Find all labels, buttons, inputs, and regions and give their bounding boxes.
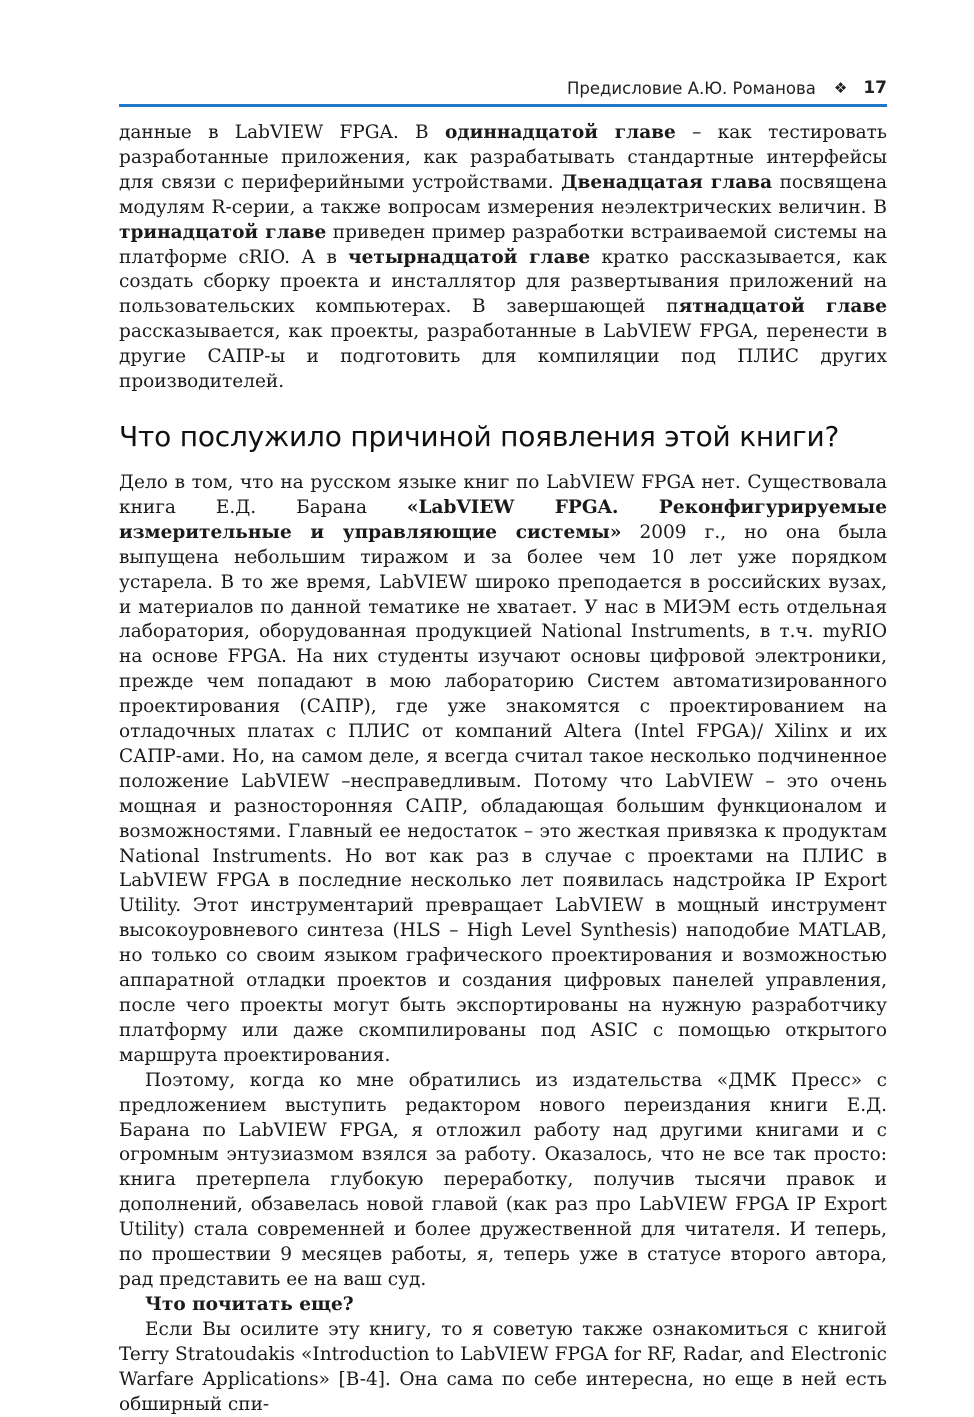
- subheading-what-to-read: Что почитать еще?: [145, 1293, 354, 1315]
- paragraph-3: Если Вы осилите эту книгу, то я советую также ознакомиться с книгой Terry Stratoudakis «Introduction to LabVIEW FPGA for RF, Radar, and Electronic Warfare Applications» [B-4]. Она сама по себе интересна, но еще в ней есть обширный спи-: [119, 1318, 887, 1415]
- intro-paragraph: данные в LabVIEW FPGA. В одиннадцатой главе – как тестировать разработанные приложения, как разрабатывать стандартные интерфейсы для связи с периферийными устройствами. Двенадцатая глава посвящена модулям R-серии, а также вопросам измерения неэлектрических величин. В тринадцатой главе приведен пример разработки встраиваемой системы на платформе cRIO. А в четырнадцатой главе кратко рассказывается, как создать сборку проекта и инсталлятор для развертывания приложений на пользовательских компьютерах. В завершающей пятнадцатой главе рассказывается, как проекты, разработанные в LabVIEW FPGA, перенести в другие САПР-ы и подготовить для компиляции под ПЛИС других производителей.: [119, 122, 887, 393]
- paragraph-1: Дело в том, что на русском языке книг по LabVIEW FPGA нет. Существовала книга Е.Д. Барана «LabVIEW FPGA. Реконфигурируемые измерительные и управляющие системы» 2009 г., но она была выпущена небольшим тиражом и за более чем 10 лет уже порядком устарела. В то же время, LabVIEW широко преподается в российских вузах, и материалов по данной тематике не хватает. У нас в МИЭМ есть отдельная лаборатория, оборудованная продукцией National Instruments, в т.ч. myRIO на основе FPGA. На них студенты изучают основы цифровой электроники, прежде чем попадают в мою лабораторию Систем автоматизированного проектирования (САПР), где уже знакомятся с проектированием на отладочных платах с ПЛИС от компаний Altera (Intel FPGA)/ Xilinx и их САПР-ами. Но, на самом деле, я всегда считал такое несколько подчиненное положение LabVIEW –несправедливым. Потому что LabVIEW – это очень мощная и разносторонняя САПР, обладающая большим функционалом и возможностями. Главный ее недостаток – это жесткая привязка к продуктам National Instruments. Но вот как раз в случае с проектами на ПЛИС в LabVIEW FPGA в последние несколько лет появилась надстройка IP Export Utility. Этот инструментарий превращает LabVIEW в мощный инструмент высокоуровневого синтеза (HLS – High Level Synthesis) наподобие MATLAB, но только со своим языком графического проектирования и возможностью аппаратной отладки проектов и создания цифровых панелей управления, после чего проекты могут быть экспортированы на нужную разработчику платформу или даже скомпилированы под ASIC с помощью открытого маршрута проектирования.: [119, 471, 888, 1066]
- running-title: Предисловие А.Ю. Романова: [566, 78, 816, 98]
- running-header: [119, 76, 887, 100]
- book-page: [119, 76, 887, 1417]
- diamond-ornament-icon: ❖: [833, 79, 848, 97]
- header-rule: [119, 104, 887, 107]
- body-text: [119, 121, 887, 1417]
- section-heading: Что послужило причиной появления этой книги?: [119, 419, 840, 453]
- paragraph-2: Поэтому, когда ко мне обратились из издательства «ДМК Пресс» с предложением выступить редактором нового переиздания книги Е.Д. Барана по LabVIEW FPGA, я отложил работу над другими книгами и с огромным энтузиазмом взялся за работу. Оказалось, что не все так просто: книга претерпела глубокую переработку, получив тысячи правок и дополнений, обзавелась новой главой (как раз про LabVIEW FPGA IP Export Utility) стала современней и более дружественной для читателя. И теперь, по прошествии 9 месяцев работы, я, теперь уже в статусе второго автора, рад представить ее на ваш суд.: [119, 1069, 887, 1290]
- page-number: 17: [863, 78, 887, 98]
